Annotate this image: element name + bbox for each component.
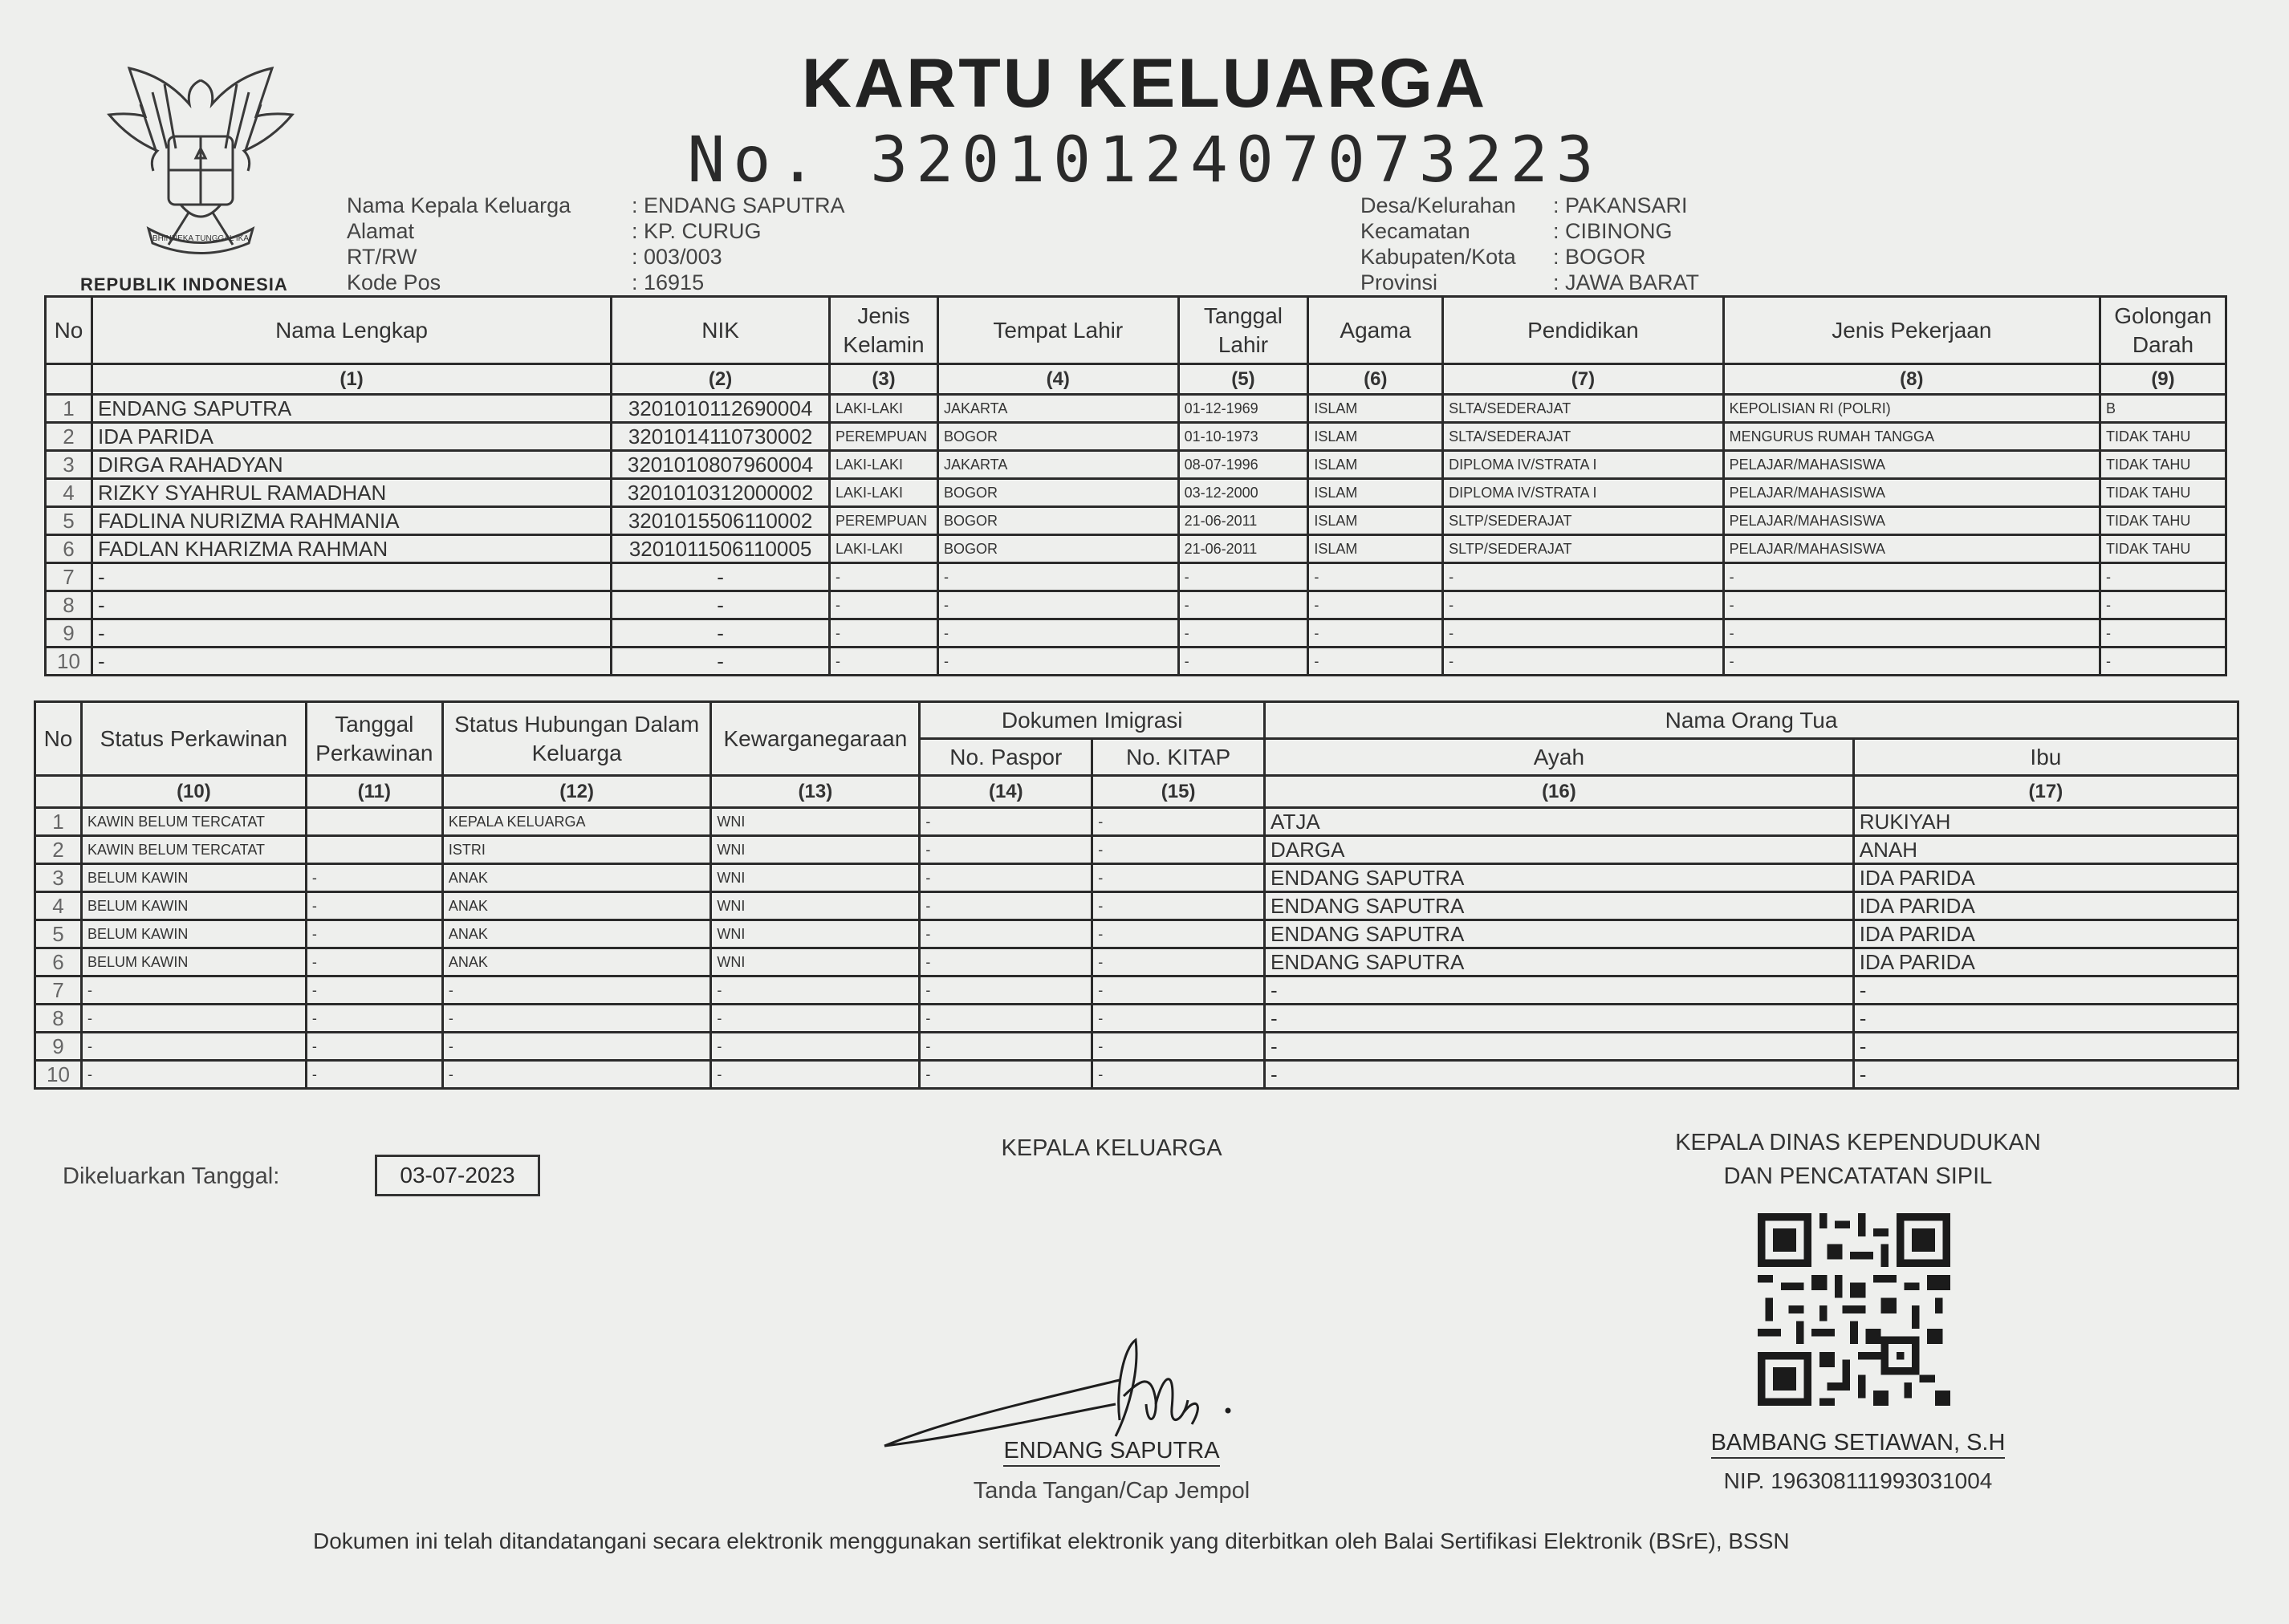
table-cell: ISLAM [1308,395,1443,423]
table-cell: TIDAK TAHU [2100,451,2226,479]
table-cell: - [1265,1033,1854,1061]
table-cell: TIDAK TAHU [2100,479,2226,507]
table-cell: - [711,1033,920,1061]
table-row [35,1033,2238,1061]
table-cell: 3201010807960004 [612,451,830,479]
table-cell: LAKI-LAKI [830,451,938,479]
table-cell: ANAK [442,864,711,892]
table-cell: SLTA/SEDERAJAT [1443,395,1723,423]
table-cell: - [1178,648,1308,676]
table-cell: 08-07-1996 [1178,451,1308,479]
table-cell: - [711,1061,920,1089]
table-cell: PELAJAR/MAHASISWA [1723,535,2100,563]
table-cell: PELAJAR/MAHASISWA [1723,451,2100,479]
table-cell: KEPALA KELUARGA [442,808,711,836]
table-cell: - [81,976,306,1005]
label-kecamatan: Kecamatan [1360,219,1470,243]
table-cell: 6 [46,535,92,563]
kepala-keluarga-name [911,1438,1312,1464]
table-cell: BELUM KAWIN [81,864,306,892]
table-cell: PEREMPUAN [830,507,938,535]
table-cell: MENGURUS RUMAH TANGGA [1723,423,2100,451]
table-row [46,423,2226,451]
table-cell: FADLAN KHARIZMA RAHMAN [91,535,611,563]
col-header-golongan-darah: Golongan Darah [2100,297,2226,364]
table-cell: - [1265,976,1854,1005]
table-cell: RIZKY SYAHRUL RAMADHAN [91,479,611,507]
table-cell: - [91,563,611,591]
table-cell: - [612,619,830,648]
table-cell: WNI [711,864,920,892]
table-cell: IDA PARIDA [1853,892,2238,920]
column-number: (1) [91,364,611,395]
table-cell: - [920,1033,1092,1061]
table-cell: ENDANG SAPUTRA [1265,948,1854,976]
table-cell: 3201011506110005 [612,535,830,563]
table-cell: - [1723,563,2100,591]
table-cell: 3201010112690004 [612,395,830,423]
table-cell: - [937,619,1178,648]
kepala-keluarga-name-text: ENDANG SAPUTRA [1003,1438,1219,1467]
value-kabupaten: : BOGOR [1553,245,1646,269]
table-row [35,808,2238,836]
table-cell: ISTRI [442,836,711,864]
table-cell: - [1723,591,2100,619]
table-cell: - [920,1061,1092,1089]
col-header-ayah: Ayah [1265,739,1854,776]
table-cell: - [306,1005,442,1033]
table-cell: 3201014110730002 [612,423,830,451]
column-number: (7) [1443,364,1723,395]
value-desa: : PAKANSARI [1553,193,1688,217]
column-number: (4) [937,364,1178,395]
table-cell: ENDANG SAPUTRA [1265,864,1854,892]
dinas-title [1609,1126,2107,1193]
table-cell: - [920,948,1092,976]
table-cell: 6 [35,948,82,976]
value-kecamatan: : CIBINONG [1553,219,1673,243]
table-cell: - [1308,648,1443,676]
table-cell: - [2100,648,2226,676]
table-cell: PEREMPUAN [830,423,938,451]
table-cell: 01-10-1973 [1178,423,1308,451]
table-row [46,535,2226,563]
table-row [46,479,2226,507]
table-cell: JAKARTA [937,451,1178,479]
column-number: (2) [612,364,830,395]
table-cell: TIDAK TAHU [2100,535,2226,563]
table-cell: 4 [46,479,92,507]
table-cell: - [1723,619,2100,648]
value-provinsi: : JAWA BARAT [1553,270,1700,294]
table-cell: IDA PARIDA [91,423,611,451]
table-cell: - [1092,892,1265,920]
col-header-no-kitap: No. KITAP [1092,739,1265,776]
dinas-title-line-1: KEPALA DINAS KEPENDUDUKAN [1675,1130,2041,1155]
table-cell: KEPOLISIAN RI (POLRI) [1723,395,2100,423]
table-cell: 1 [35,808,82,836]
table-cell: - [612,648,830,676]
table-cell: - [1308,563,1443,591]
table-cell: - [306,864,442,892]
label-kabupaten: Kabupaten/Kota [1360,245,1516,269]
table-cell: DIPLOMA IV/STRATA I [1443,451,1723,479]
table-cell: BOGOR [937,507,1178,535]
kepala-keluarga-title: KEPALA KELUARGA [1001,1135,1222,1161]
table-cell: 8 [35,1005,82,1033]
col-header-nama-orang-tua: Nama Orang Tua [1265,702,2238,739]
document-title: KARTU KELUARGA [801,45,1488,122]
table-cell: LAKI-LAKI [830,395,938,423]
table-cell: 3201015506110002 [612,507,830,535]
table-cell: ISLAM [1308,451,1443,479]
qr-code-icon [1758,1213,1950,1406]
table-cell: 2 [35,836,82,864]
table-cell: - [920,920,1092,948]
table-cell: 9 [46,619,92,648]
official-nip: NIP. 196308111993031004 [1723,1468,1993,1493]
table-row [46,648,2226,676]
table-cell: - [1443,563,1723,591]
table-cell: - [920,836,1092,864]
table-cell: BELUM KAWIN [81,920,306,948]
table-cell: ISLAM [1308,423,1443,451]
table-row [46,451,2226,479]
table-cell: - [1443,648,1723,676]
table-cell: - [711,1005,920,1033]
label-rtrw: RT/RW [347,245,417,269]
table-cell: - [1853,1033,2238,1061]
table-cell: IDA PARIDA [1853,920,2238,948]
table-cell: WNI [711,892,920,920]
table-cell: - [1092,864,1265,892]
column-number: (8) [1723,364,2100,395]
table-cell: - [1092,808,1265,836]
table-cell [306,836,442,864]
col-header-ibu: Ibu [1853,739,2238,776]
dinas-title-line-2: DAN PENCATATAN SIPIL [1723,1163,1993,1189]
column-number: (17) [1853,776,2238,808]
table-row [46,619,2226,648]
col-header-no: No [46,297,92,364]
table-cell: ATJA [1265,808,1854,836]
col-header-status-hubungan: Status Hubungan Dalam Keluarga [442,702,711,776]
table-cell: - [306,920,442,948]
table-cell: - [1092,1061,1265,1089]
column-number: (10) [81,776,306,808]
table-cell: - [306,976,442,1005]
table-cell: - [1092,976,1265,1005]
table-cell: - [920,892,1092,920]
table-cell: - [91,591,611,619]
table-cell: WNI [711,920,920,948]
table-cell: - [306,1061,442,1089]
table-cell: ENDANG SAPUTRA [1265,892,1854,920]
table-cell: 5 [35,920,82,948]
table-cell: - [920,864,1092,892]
footer-note: Dokumen ini telah ditandatangani secara elektronik menggunakan sertifikat elektronik yang diterbitkan oleh Balai Sertifikasi Elektronik (BSrE), BSSN [313,1529,1790,1553]
table-row [46,563,2226,591]
table-cell: - [91,619,611,648]
table-cell: JAKARTA [937,395,1178,423]
table-cell: - [937,648,1178,676]
table-cell: - [1308,619,1443,648]
table-cell: LAKI-LAKI [830,535,938,563]
col-header-tanggal-lahir: Tanggal Lahir [1178,297,1308,364]
label-desa: Desa/Kelurahan [1360,193,1516,217]
table-cell: - [1178,591,1308,619]
table-cell: - [2100,619,2226,648]
table-cell: - [1265,1061,1854,1089]
table-row [35,836,2238,864]
table-cell: - [442,1033,711,1061]
col-header-nik: NIK [612,297,830,364]
table-row [35,864,2238,892]
table-cell: - [1092,1033,1265,1061]
table-cell: KAWIN BELUM TERCATAT [81,808,306,836]
column-number: (6) [1308,364,1443,395]
table-cell: 10 [46,648,92,676]
table-cell: - [920,1005,1092,1033]
svg-text:BHINNEKA TUNGGAL IKA: BHINNEKA TUNGGAL IKA [152,234,250,243]
table-cell: - [81,1005,306,1033]
table-cell: - [306,892,442,920]
table-cell: ANAK [442,920,711,948]
table-cell: SLTP/SEDERAJAT [1443,535,1723,563]
table-cell: IDA PARIDA [1853,864,2238,892]
col-header-agama: Agama [1308,297,1443,364]
table-cell: 9 [35,1033,82,1061]
table-row [35,1061,2238,1089]
value-rtrw: : 003/003 [632,245,722,269]
table-cell: - [1853,976,2238,1005]
table-row [46,395,2226,423]
table-cell: 5 [46,507,92,535]
table-cell: - [1092,948,1265,976]
table-cell: - [920,976,1092,1005]
label-provinsi: Provinsi [1360,270,1438,294]
table-cell: SLTA/SEDERAJAT [1443,423,1723,451]
table-cell: 8 [46,591,92,619]
table-cell: BOGOR [937,535,1178,563]
garuda-emblem-icon [84,56,317,273]
col-header-pekerjaan: Jenis Pekerjaan [1723,297,2100,364]
table-cell: ISLAM [1308,535,1443,563]
table-cell: - [1092,920,1265,948]
table-row [35,1005,2238,1033]
col-header-tanggal-perkawinan: Tanggal Perkawinan [306,702,442,776]
table-cell: WNI [711,948,920,976]
table-cell: PELAJAR/MAHASISWA [1723,507,2100,535]
column-number: (13) [711,776,920,808]
table-cell: 03-12-2000 [1178,479,1308,507]
table-cell: 21-06-2011 [1178,535,1308,563]
table-cell: KAWIN BELUM TERCATAT [81,836,306,864]
table-cell: - [1265,1005,1854,1033]
col-header-no-paspor: No. Paspor [920,739,1092,776]
table-cell: 3 [35,864,82,892]
col-header-tempat-lahir: Tempat Lahir [937,297,1178,364]
table-cell: ISLAM [1308,507,1443,535]
column-number: (5) [1178,364,1308,395]
table-cell: BELUM KAWIN [81,948,306,976]
table-cell: - [91,648,611,676]
table-cell: - [612,591,830,619]
table-cell: 7 [35,976,82,1005]
col-header-dokumen-imigrasi: Dokumen Imigrasi [920,702,1265,739]
column-number: (3) [830,364,938,395]
table-cell: - [442,1061,711,1089]
table-cell: - [306,948,442,976]
table-cell: PELAJAR/MAHASISWA [1723,479,2100,507]
table-cell: BELUM KAWIN [81,892,306,920]
table-cell: - [711,976,920,1005]
table-cell: ISLAM [1308,479,1443,507]
table-cell: 10 [35,1061,82,1089]
value-kepala-keluarga: : ENDANG SAPUTRA [632,193,845,217]
table-cell: WNI [711,836,920,864]
table-cell: - [1723,648,2100,676]
issued-label: Dikeluarkan Tanggal: [63,1163,280,1189]
table-cell: B [2100,395,2226,423]
table-cell: - [306,1033,442,1061]
table-row [35,892,2238,920]
header-left-info [347,193,845,295]
table-cell: DARGA [1265,836,1854,864]
table-cell: TIDAK TAHU [2100,423,2226,451]
table-cell: BOGOR [937,479,1178,507]
table-cell: ENDANG SAPUTRA [1265,920,1854,948]
table-cell: - [442,1005,711,1033]
col-header-pendidikan: Pendidikan [1443,297,1723,364]
table-cell: - [81,1061,306,1089]
issued-date: 03-07-2023 [375,1155,540,1196]
value-kodepos: : 16915 [632,270,705,294]
table-cell: - [1443,619,1723,648]
table-cell: WNI [711,808,920,836]
official-name [1609,1430,2107,1456]
table-cell: - [920,808,1092,836]
table-cell: 21-06-2011 [1178,507,1308,535]
table-cell: - [2100,563,2226,591]
column-number [46,364,92,395]
table-cell: FADLINA NURIZMA RAHMANIA [91,507,611,535]
table-cell: 4 [35,892,82,920]
table-cell: ENDANG SAPUTRA [91,395,611,423]
column-number [35,776,82,808]
table-cell: - [81,1033,306,1061]
label-kepala-keluarga: Nama Kepala Keluarga [347,193,571,217]
family-status-table [34,700,2239,1090]
official-name-text: BAMBANG SETIAWAN, S.H [1711,1430,2006,1459]
table-cell: 1 [46,395,92,423]
table-cell: - [937,563,1178,591]
table-cell: 3201010312000002 [612,479,830,507]
column-number: (12) [442,776,711,808]
table-cell: 3 [46,451,92,479]
table-cell: - [1092,1005,1265,1033]
table-cell: - [1308,591,1443,619]
table-row [46,507,2226,535]
table-cell: 7 [46,563,92,591]
table-cell: SLTP/SEDERAJAT [1443,507,1723,535]
republic-label: REPUBLIK INDONESIA [80,274,288,294]
table-cell: - [1443,591,1723,619]
table-cell: BOGOR [937,423,1178,451]
table-cell: - [1178,619,1308,648]
table-cell: 01-12-1969 [1178,395,1308,423]
col-header-kewarganegaraan: Kewarganegaraan [711,702,920,776]
table-cell: - [612,563,830,591]
table-cell: - [830,563,938,591]
document-number: No. 3201012407073223 [687,124,1602,197]
column-number: (16) [1265,776,1854,808]
table-cell: TIDAK TAHU [2100,507,2226,535]
table-row [46,591,2226,619]
table-cell: - [830,619,938,648]
table-row [35,920,2238,948]
table-cell: - [830,591,938,619]
table-cell: - [830,648,938,676]
table-cell: - [1853,1005,2238,1033]
column-number: (9) [2100,364,2226,395]
col-header-status-perkawinan: Status Perkawinan [81,702,306,776]
table-cell: ANAK [442,892,711,920]
label-kodepos: Kode Pos [347,270,441,294]
table-cell: - [937,591,1178,619]
value-alamat: : KP. CURUG [632,219,762,243]
table-cell: - [1853,1061,2238,1089]
column-number: (14) [920,776,1092,808]
column-number: (15) [1092,776,1265,808]
col-header-nama: Nama Lengkap [91,297,611,364]
table-cell: DIPLOMA IV/STRATA I [1443,479,1723,507]
table-cell: - [1092,836,1265,864]
table-cell: - [1178,563,1308,591]
table-cell: DIRGA RAHADYAN [91,451,611,479]
table-cell: ANAK [442,948,711,976]
col-header-jenis-kelamin: Jenis Kelamin [830,297,938,364]
col-header-no-2: No [35,702,82,776]
table-cell: LAKI-LAKI [830,479,938,507]
family-members-table [44,295,2227,676]
header-right-info [1360,193,1699,295]
table-cell: 2 [46,423,92,451]
table-cell: - [2100,591,2226,619]
column-number: (11) [306,776,442,808]
table-cell: RUKIYAH [1853,808,2238,836]
table-cell: ANAH [1853,836,2238,864]
table-row [35,976,2238,1005]
label-alamat: Alamat [347,219,415,243]
table-cell: - [442,976,711,1005]
table-cell [306,808,442,836]
table-row [35,948,2238,976]
signature-caption: Tanda Tangan/Cap Jempol [973,1478,1250,1504]
table-cell: IDA PARIDA [1853,948,2238,976]
